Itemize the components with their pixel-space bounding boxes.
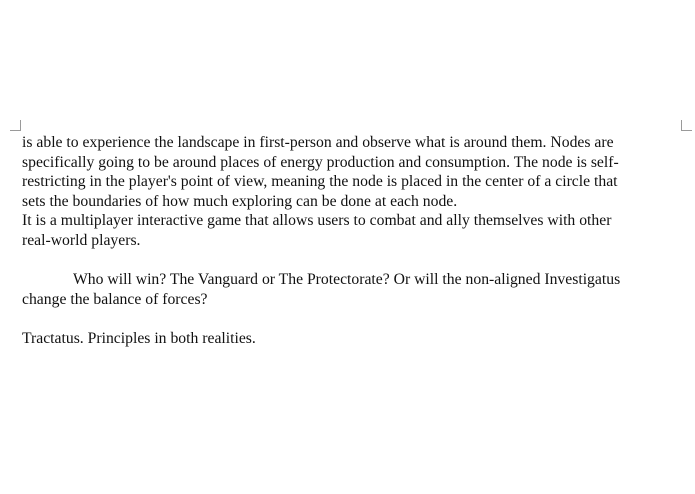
text-line: restricting in the player's point of view, meaning the node is placed in the center of a circle that bbox=[22, 173, 618, 191]
page-margin-corner-right bbox=[681, 120, 692, 131]
paragraph-3 bbox=[22, 270, 672, 309]
text-line: is able to experience the landscape in first-person and observe what is around them. Nodes are bbox=[22, 134, 614, 151]
text-line: Who will win? The Vanguard or The Protectorate? Or will the non-aligned Investigatus bbox=[73, 271, 621, 289]
text-line: Tractatus. Principles in both realities. bbox=[22, 329, 256, 347]
text-line: real-world players. bbox=[22, 231, 141, 249]
text-line: It is a multiplayer interactive game that allows users to combat and ally themselves with other bbox=[22, 212, 612, 230]
text-line: sets the boundaries of how much exploring can be done at each node. bbox=[22, 192, 458, 210]
document-body bbox=[22, 133, 672, 348]
paragraph-1 bbox=[22, 133, 672, 211]
text-line: specifically going to be around places of energy production and consumption. The node is self- bbox=[22, 153, 619, 171]
paragraph-4 bbox=[22, 329, 672, 349]
text-line: change the balance of forces? bbox=[22, 290, 208, 308]
page-margin-corner-left bbox=[10, 120, 21, 131]
paragraph-2 bbox=[22, 211, 672, 250]
